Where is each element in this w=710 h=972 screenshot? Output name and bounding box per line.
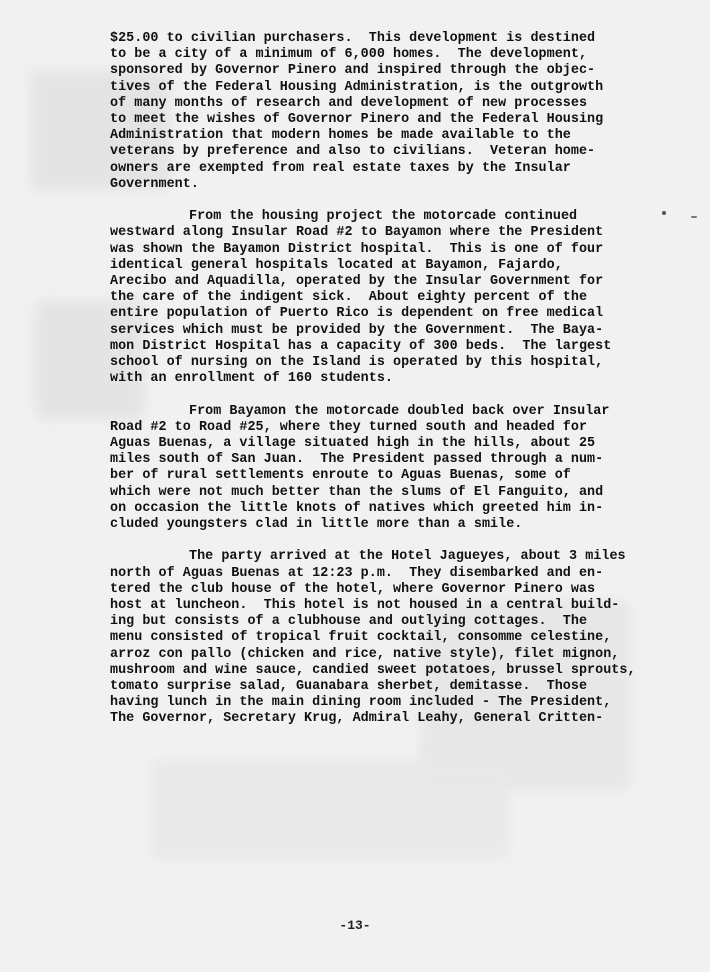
text-line: The party arrived at the Hotel Jagueyes, about 3 miles xyxy=(189,549,626,565)
text-line: mushroom and wine sauce, candied sweet potatoes, brussel sprouts, xyxy=(110,662,636,678)
text-line: mon District Hospital has a capacity of 300 beds. The largest xyxy=(110,338,612,354)
text-line: was shown the Bayamon District hospital. This is one of four xyxy=(110,241,604,257)
document-body xyxy=(110,31,705,744)
text-line: arroz con pallo (chicken and rice, native style), filet mignon, xyxy=(110,646,620,662)
text-line: From the housing project the motorcade continued xyxy=(189,209,578,225)
text-line: entire population of Puerto Rico is dependent on free medical xyxy=(110,306,604,322)
paragraph-1 xyxy=(110,31,705,193)
text-line: tives of the Federal Housing Administration, is the outgrowth xyxy=(110,79,604,95)
text-line: on occasion the little knots of natives which greeted him in- xyxy=(110,500,604,516)
paragraph-3 xyxy=(110,404,705,534)
text-line: tered the club house of the hotel, where Governor Pinero was xyxy=(110,581,596,597)
text-line: which were not much better than the slums of El Fanguito, and xyxy=(110,484,604,500)
text-line: menu consisted of tropical fruit cocktail, consomme celestine, xyxy=(110,630,612,646)
paragraph-2 xyxy=(110,209,705,387)
text-line: the care of the indigent sick. About eighty percent of the xyxy=(110,290,588,306)
text-line: Aguas Buenas, a village situated high in the hills, about 25 xyxy=(110,436,596,452)
text-line: to be a city of a minimum of 6,000 homes. The development, xyxy=(110,47,588,63)
text-line: From Bayamon the motorcade doubled back over Insular xyxy=(189,403,610,419)
text-line: with an enrollment of 160 students. xyxy=(110,371,393,387)
text-line: ber of rural settlements enroute to Aguas Buenas, some of xyxy=(110,468,571,484)
text-line: Road #2 to Road #25, where they turned south and headed for xyxy=(110,419,588,435)
page-number: -13- xyxy=(339,918,371,933)
text-line: veterans by preference and also to civilians. Veteran home- xyxy=(110,144,596,160)
text-line: miles south of San Juan. The President passed through a num- xyxy=(110,452,604,468)
text-line: westward along Insular Road #2 to Bayamon where the President xyxy=(110,225,604,241)
text-line: school of nursing on the Island is operated by this hospital, xyxy=(110,355,604,371)
text-line: north of Aguas Buenas at 12:23 p.m. They disembarked and en- xyxy=(110,565,604,581)
text-line: Arecibo and Aquadilla, operated by the Insular Government for xyxy=(110,274,604,290)
text-line: Administration that modern homes be made available to the xyxy=(110,128,571,144)
text-line: to meet the wishes of Governor Pinero and the Federal Housing xyxy=(110,112,604,128)
text-line: ing but consists of a clubhouse and outlying cottages. The xyxy=(110,614,588,630)
text-line: Government. xyxy=(110,176,199,192)
text-line: $25.00 to civilian purchasers. This development is destined xyxy=(110,31,596,46)
bleed-through-shadow xyxy=(150,760,510,860)
text-line: services which must be provided by the Government. The Baya- xyxy=(110,322,604,338)
paragraph-4 xyxy=(110,549,705,727)
text-line: owners are exempted from real estate taxes by the Insular xyxy=(110,160,571,176)
text-line: having lunch in the main dining room included - The President, xyxy=(110,695,612,711)
text-line: of many months of research and development of new processes xyxy=(110,95,588,111)
text-line: cluded youngsters clad in little more than a smile. xyxy=(110,517,523,533)
text-line: sponsored by Governor Pinero and inspired through the objec- xyxy=(110,63,596,79)
text-line: The Governor, Secretary Krug, Admiral Leahy, General Critten- xyxy=(110,711,604,727)
text-line: host at luncheon. This hotel is not housed in a central build- xyxy=(110,598,620,614)
text-line: identical general hospitals located at Bayamon, Fajardo, xyxy=(110,257,563,273)
text-line: tomato surprise salad, Guanabara sherbet, demitasse. Those xyxy=(110,679,588,695)
